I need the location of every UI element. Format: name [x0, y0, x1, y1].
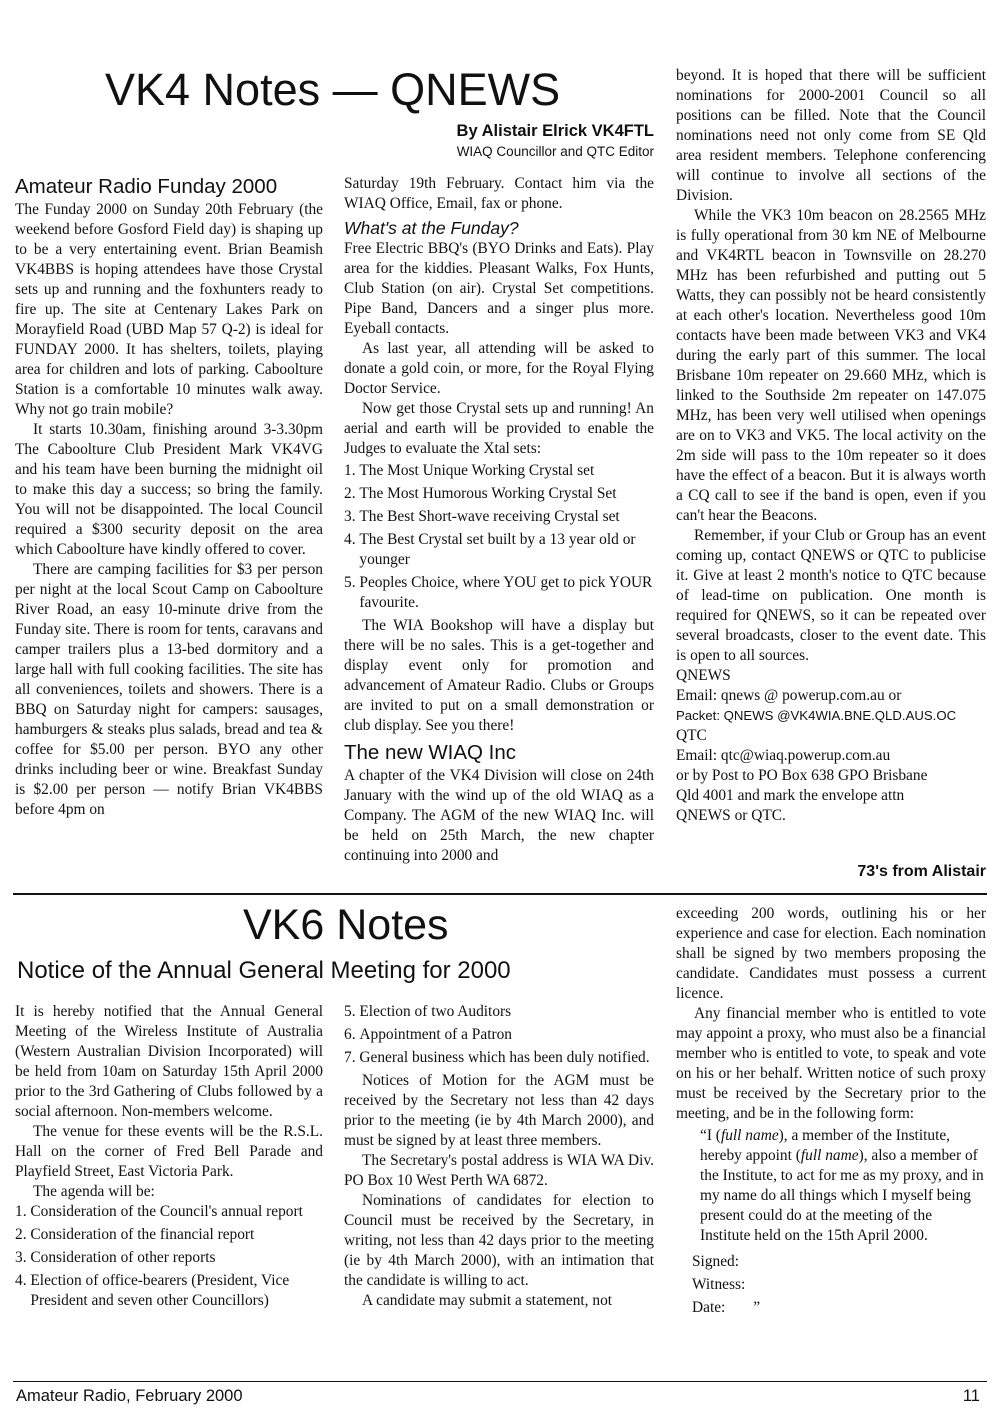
contact-line: QNEWS	[676, 667, 731, 684]
vk4-middle-column	[344, 174, 654, 866]
agm-paragraph: exceeding 200 words, outlining his or her experience and case for election. Each nomination shall be signed by two members proposing the candidate. Candidates must possess a current licence.	[676, 905, 986, 1002]
agenda-list	[15, 1202, 323, 1311]
list-item: 1. Consideration of the Council's annual report	[15, 1203, 303, 1220]
list-item: 4. The Best Crystal set built by a 13 year old or younger	[344, 531, 636, 568]
funday-paragraph: Now get those Crystal sets up and running! An aerial and earth will be provided to enable the Judges to evaluate the Xtal sets:	[344, 400, 654, 457]
contact-line: Email: qtc@wiaq.powerup.com.au	[676, 747, 891, 764]
judging-list	[344, 461, 654, 613]
agenda-list	[344, 1002, 654, 1068]
contact-line: QTC	[676, 727, 707, 744]
agm-paragraph: A candidate may submit a statement, not	[362, 1292, 613, 1309]
footer-rule	[13, 1381, 987, 1382]
list-item: 3. The Best Short-wave receiving Crystal set	[344, 508, 620, 525]
funday-paragraph: Saturday 19th February. Contact him via the WIAQ Office, Email, fax or phone.	[344, 175, 654, 212]
funday-paragraph: The WIA Bookshop will have a display but there will be no sales. This is a get-together and display event only for promotion and advancement of Amateur Radio. Clubs or Groups are invited to put on a small demonstration or club display. See you there!	[344, 617, 654, 734]
footer-publication: Amateur Radio, February 2000	[16, 1387, 243, 1405]
page-number: 11	[962, 1387, 980, 1405]
wiaq-paragraph: A chapter of the VK4 Division will close on 24th January with the wind up of the old WIAQ as a Company. The AGM of the new WIAQ Inc. will be held on 25th March, the new chapter continuing into 2000 and	[344, 767, 654, 864]
contact-line: or by Post to PO Box 638 GPO Brisbane	[676, 767, 928, 784]
agm-paragraph: Notices of Motion for the AGM must be received by the Secretary not less than 42 days prior to the meeting (ie by 4th March 2000), and must be signed by at least three members.	[344, 1072, 654, 1149]
list-item: 2. Consideration of the financial report	[15, 1226, 255, 1243]
closing-quote: ”	[753, 1299, 761, 1316]
signature-block	[676, 1252, 986, 1318]
whats-heading: What's at the Funday?	[344, 218, 519, 238]
contact-line: Packet: QNEWS @VK4WIA.BNE.QLD.AUS.OC	[676, 708, 957, 723]
list-item: 3. Consideration of other reports	[15, 1249, 216, 1266]
contact-line: Qld 4001 and mark the envelope attn	[676, 787, 905, 804]
wiaq-heading: The new WIAQ Inc	[344, 741, 517, 764]
agm-paragraph: The venue for these events will be the R.S.L. Hall on the corner of Fred Bell Parade and Playfield Street, East Victoria Park.	[15, 1123, 323, 1180]
funday-paragraph: As last year, all attending will be asked to donate a gold coin, or more, for the Royal Flying Doctor Service.	[344, 340, 654, 397]
vk6-title: VK6 Notes	[243, 901, 449, 949]
agm-paragraph: The Secretary's postal address is WIA WA Div. PO Box 10 West Perth WA 6872.	[344, 1152, 654, 1189]
section-divider	[13, 893, 987, 895]
beacon-paragraph: While the VK3 10m beacon on 28.2565 MHz is fully operational from 30 km NE of Melbourne and VK4RTL beacon in Townsville on 28.270 MHz has been refurbished and putting out 5 Watts, they can possibly not be heard consistently at each other's location. Nevertheless good 10m contacts have been made between VK3 and VK4 during the early part of this summer. The local Brisbane 10m repeater on 29.660 MHz, which is linked to the Southside 2m repeater on 147.075 MHz, has been very well utilised when openings are on to VK3 and VK5. The local activity on the 2m side will pass to the 10m repeater so it does have the effect of a beacon. But it is always worth a CQ call to see if the band is open, even if you can't hear the Beacons.	[676, 207, 986, 524]
date-line	[692, 1298, 986, 1318]
funday-heading: Amateur Radio Funday 2000	[15, 175, 278, 198]
contact-line: QNEWS or QTC.	[676, 807, 786, 824]
contact-block	[676, 666, 986, 826]
vk6-left-column	[15, 1002, 323, 1314]
funday-paragraph: It starts 10.30am, finishing around 3-3.30pm The Caboolture Club President Mark VK4VG and his team have been burning the midnight oil to make this day a success; so bring the family. You will not be disappointed. The local Council required a $300 security deposit on the area which Caboolture have kindly offered to cover.	[15, 421, 323, 558]
vk4-left-column	[15, 174, 323, 820]
list-item: 5. Election of two Auditors	[344, 1003, 512, 1020]
proxy-form-text: “I (full name), a member of the Institute, hereby appoint (full name), also a member of the Institute, to act for me as my proxy, and in my name do all things which I myself being present could do at the meeting of the Institute held on the 15th April 2000.	[700, 1127, 984, 1244]
list-item: 4. Election of office-bearers (President, Vice President and seven other Councillors)	[15, 1272, 290, 1309]
vk6-subtitle: Notice of the Annual General Meeting for 2000	[17, 957, 511, 984]
proxy-form	[676, 1126, 986, 1246]
signed-label: Signed:	[692, 1253, 740, 1270]
vk4-byline: By Alistair Elrick VK4FTL	[456, 122, 654, 140]
list-item: 5. Peoples Choice, where YOU get to pick YOUR favourite.	[344, 574, 653, 611]
funday-paragraph: Free Electric BBQ's (BYO Drinks and Eats). Play area for the kiddies. Pleasant Walks, Fox Hunts, Club Station (on air). Crystal Set competitions. Pipe Band, Dancers and a singer plus more. Eyeball contacts.	[344, 240, 654, 337]
vk4-signoff: 73's from Alistair	[857, 863, 986, 880]
funday-paragraph: There are camping facilities for $3 per person per night at the local Scout Camp on Caboolture River Road, an easy 10-minute drive from the Funday site. There is room for tents, caravans and camper trailers plus a 13-bed dormitory and a large hall with full cooking facilities. The site has all conveniences, toilets and showers. There is a BBQ on Saturday night for campers: sausages, hamburgers & steaks plus salads, bread and tea & coffee for $5.00 per person. BYO any other drinks including beer or wine. Breakfast Sunday is $2.00 per person — notify Brian VK4BBS before 4pm on	[15, 561, 323, 818]
vk4-byline-role: WIAQ Councillor and QTC Editor	[456, 144, 654, 159]
funday-paragraph: The Funday 2000 on Sunday 20th February (the weekend before Gosford Field day) is shaping up to be a very entertaining event. Brian Beamish VK4BBS is hoping attendees have those Crystal sets up and running and the foxhunters ready to fire up. The site at Centenary Lakes Park on Morayfield Road (UBD Map 57 Q-2) is ideal for FUNDAY 2000. It has shelters, toilets, playing area for children and lots of parking. Caboolture Station is a comfortable 10 minutes walk away. Why not go train mobile?	[15, 201, 323, 418]
publicity-paragraph: Remember, if your Club or Group has an event coming up, contact QNEWS or QTC to publicise it. Give at least 2 month's notice to QTC because of lead-time on publication. One month is required for QNEWS, so it can be repeated over several broadcasts, closer to the event date. This is open to all sources.	[676, 527, 986, 664]
list-item: 1. The Most Unique Working Crystal set	[344, 462, 595, 479]
witness-label: Witness:	[692, 1276, 746, 1293]
date-label: Date:	[692, 1299, 726, 1316]
vk4-right-column	[676, 66, 986, 826]
vk4-title: VK4 Notes — QNEWS	[105, 64, 561, 115]
vk6-middle-column	[344, 1002, 654, 1311]
agm-paragraph: It is hereby notified that the Annual General Meeting of the Wireless Institute of Australia (Western Australian Division Incorporated) will be held from 10am on Saturday 15th April 2000 prior to the 3rd Gathering of Clubs followed by a social afternoon. Non-members welcome.	[15, 1003, 323, 1120]
agm-paragraph: Any financial member who is entitled to vote may appoint a proxy, who must also be a financial member who is entitled to vote, to speak and vote on his or her behalf. Written notice of such proxy must be received by the Secretary prior to the meeting, and be in the following form:	[676, 1005, 986, 1122]
agm-paragraph: Nominations of candidates for election to Council must be received by the Secretary, in writing, not less than 42 days prior to the meeting (ie by 4th March 2000), with an intimation that the candidate is willing to act.	[344, 1192, 654, 1289]
vk6-right-column	[676, 904, 986, 1318]
contact-line: Email: qnews @ powerup.com.au or	[676, 687, 902, 704]
list-item: 2. The Most Humorous Working Crystal Set	[344, 485, 617, 502]
agm-paragraph: The agenda will be:	[33, 1183, 155, 1200]
list-item: 7. General business which has been duly notified.	[344, 1049, 650, 1066]
list-item: 6. Appointment of a Patron	[344, 1026, 512, 1043]
wiaq-paragraph: beyond. It is hoped that there will be sufficient nominations for 2000-2001 Council so all positions can be filled. Note that the Council nominations need not only come from SE Qld area resident members. Telephone conferencing will continue to involve all sections of the Division.	[676, 67, 986, 204]
